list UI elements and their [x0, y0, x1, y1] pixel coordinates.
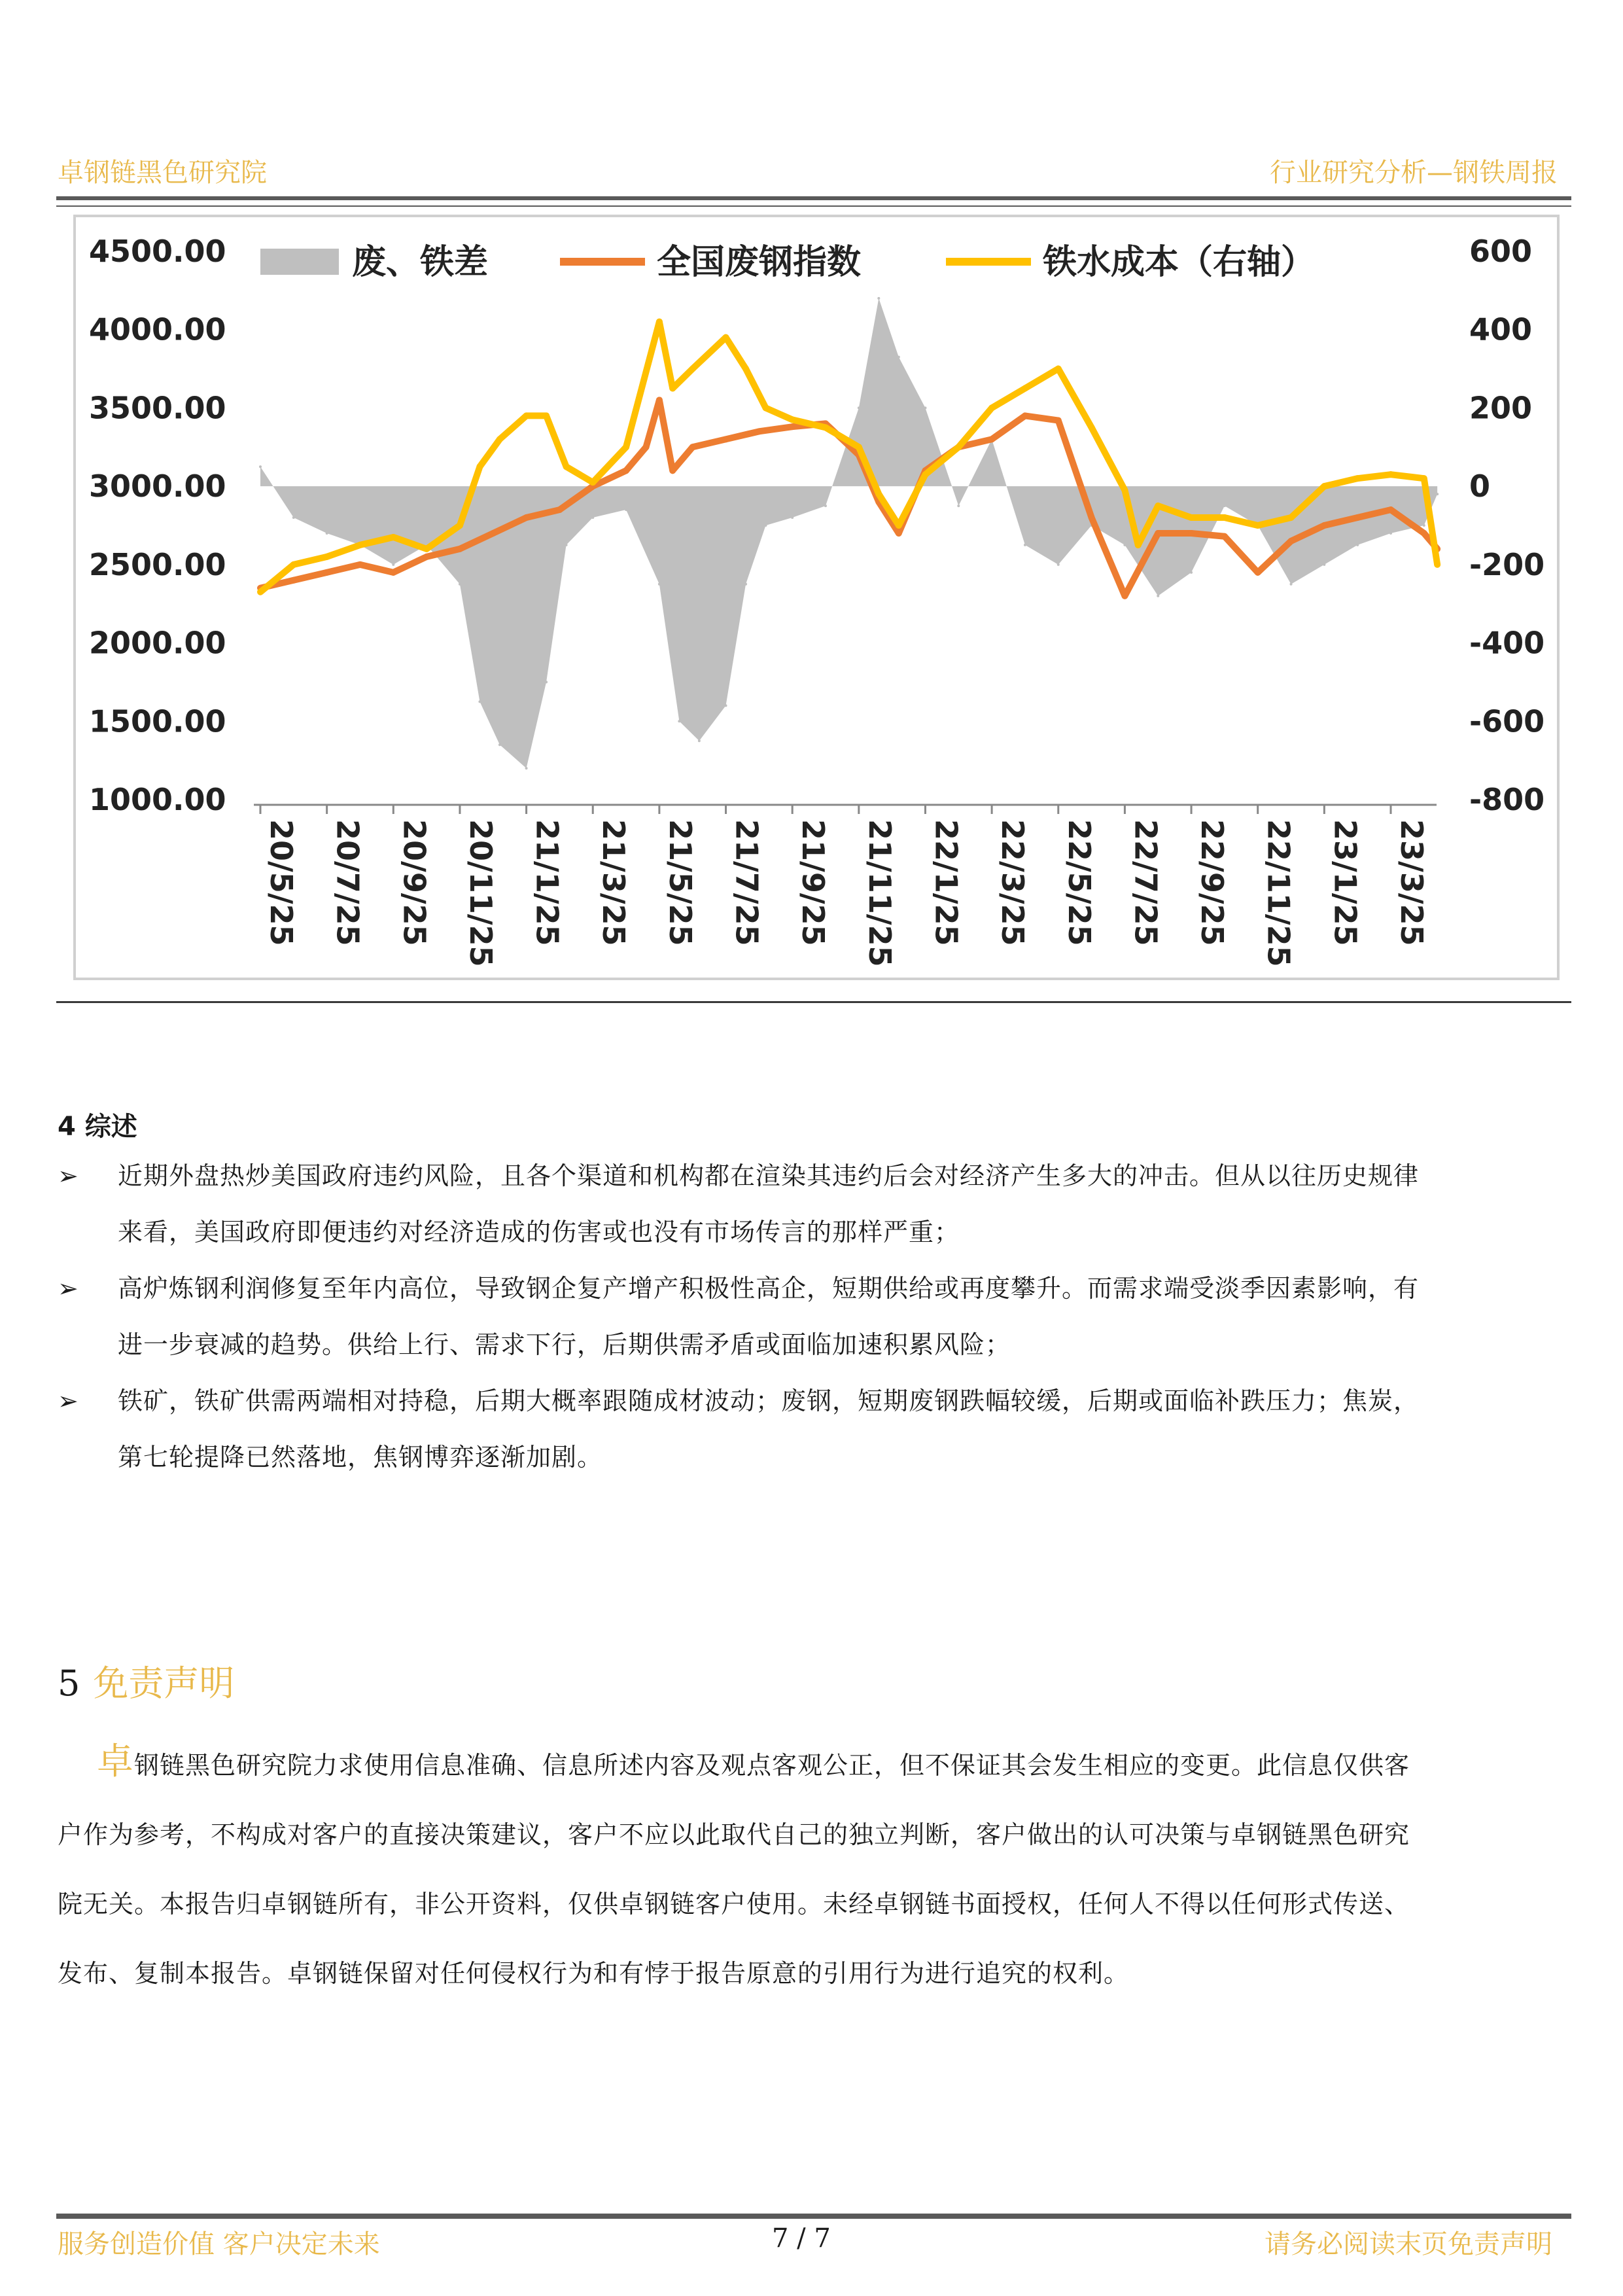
series-point-hot-metal-cost — [1321, 483, 1327, 489]
series-point-scrap-iron-spread — [1123, 544, 1126, 546]
x-axis-tick-label: 23/1/25 — [1327, 819, 1363, 946]
x-axis-tick-label: 22/7/25 — [1128, 819, 1164, 946]
disclaimer-line-3: 院无关。本报告归卓钢链所有，非公开资料，仅供卓钢链客户使用。未经卓钢链书面授权，任何人不得以任何形式传送、 — [58, 1890, 1410, 1918]
right-axis-tick-label: 200 — [1469, 390, 1533, 426]
series-point-scrap-index — [643, 444, 650, 450]
series-point-scrap-index — [756, 428, 762, 434]
x-axis-tick-label: 21/3/25 — [596, 819, 632, 946]
x-axis-tick-label: 20/5/25 — [264, 819, 299, 946]
bullet-1-line-2: 来看，美国政府即便违约对经济造成的伤害或也没有市场传言的那样严重； — [118, 1218, 960, 1246]
series-point-hot-metal-cost — [1055, 366, 1062, 372]
left-axis-tick-label: 3000.00 — [89, 468, 226, 504]
series-point-scrap-index — [1255, 569, 1261, 576]
x-axis-tick-label: 22/3/25 — [995, 819, 1031, 946]
left-axis-tick-label: 2000.00 — [89, 625, 226, 661]
series-point-scrap-iron-spread — [1389, 532, 1392, 535]
series-point-hot-metal-cost — [955, 444, 962, 450]
series-point-scrap-iron-spread — [392, 563, 394, 566]
bullet-2-line-2: 进一步衰减的趋势。供给上行、需求下行，后期供需矛盾或面临加速积累风险； — [118, 1330, 1011, 1359]
right-axis-tick-label: -600 — [1469, 703, 1545, 739]
series-point-scrap-index — [1387, 506, 1394, 513]
series-point-hot-metal-cost — [1135, 542, 1142, 548]
series-point-hot-metal-cost — [669, 385, 676, 392]
series-point-hot-metal-cost — [875, 491, 882, 497]
series-point-hot-metal-cost — [763, 404, 769, 411]
left-axis-tick-label: 4500.00 — [89, 234, 226, 269]
series-point-scrap-index — [290, 577, 297, 584]
series-point-scrap-iron-spread — [591, 516, 594, 519]
series-point-scrap-index — [423, 554, 430, 560]
series-point-scrap-index — [1022, 412, 1028, 419]
series-point-scrap-index — [723, 436, 729, 442]
chart-panel — [73, 215, 1560, 980]
legend-label: 废、铁差 — [352, 243, 489, 282]
series-point-hot-metal-cost — [1255, 522, 1261, 529]
series-point-hot-metal-cost — [357, 542, 363, 548]
bullet-marker: ➢ — [58, 1161, 79, 1190]
bullet-1-line-1: 近期外盘热炒美国政府违约风险，且各个渠道和机构都在渲染其违约后会对经济产生多大的冲击。但从以往历史规律 — [118, 1161, 1420, 1190]
series-point-hot-metal-cost — [1221, 514, 1228, 521]
series-point-scrap-iron-spread — [898, 356, 900, 359]
bullet-marker: ➢ — [58, 1274, 79, 1303]
scrap-iron-chart — [76, 217, 1557, 978]
bullet-2-line-1: 高炉炼钢利润修复至年内高位，导致钢企复产增产积极性高企，短期供给或再度攀升。而需求端受淡季因素影响，有 — [118, 1274, 1420, 1303]
header-org-name: 卓钢链黑色研究院 — [58, 158, 267, 188]
series-point-hot-metal-cost — [423, 546, 430, 552]
series-point-scrap-index — [390, 569, 396, 576]
series-point-scrap-iron-spread — [259, 465, 262, 468]
left-axis-tick-label: 4000.00 — [89, 311, 226, 347]
series-point-scrap-index — [789, 423, 795, 430]
series-point-hot-metal-cost — [457, 522, 463, 529]
x-axis-tick-label: 21/9/25 — [795, 819, 831, 946]
series-point-hot-metal-cost — [922, 471, 928, 478]
series-point-hot-metal-cost — [656, 319, 663, 325]
series-point-scrap-iron-spread — [1423, 524, 1425, 527]
series-point-scrap-index — [669, 467, 676, 474]
series-point-scrap-index — [1188, 530, 1195, 537]
series-point-scrap-iron-spread — [1223, 504, 1226, 507]
right-axis-tick-label: -800 — [1469, 782, 1545, 817]
series-point-hot-metal-cost — [1354, 475, 1361, 482]
x-axis-tick-label: 23/3/25 — [1394, 819, 1429, 946]
series-point-scrap-iron-spread — [858, 406, 860, 409]
series-point-hot-metal-cost — [723, 334, 729, 341]
left-axis-tick-label: 2500.00 — [89, 546, 226, 582]
footer-divider — [56, 2214, 1571, 2219]
series-point-scrap-index — [1055, 417, 1062, 424]
series-point-scrap-index — [1089, 514, 1095, 521]
series-point-hot-metal-cost — [689, 366, 696, 372]
x-axis-tick-label: 22/1/25 — [928, 819, 964, 946]
series-point-scrap-index — [1221, 533, 1228, 540]
series-point-hot-metal-cost — [1155, 503, 1161, 509]
series-point-scrap-iron-spread — [292, 516, 295, 519]
series-point-hot-metal-cost — [589, 479, 596, 486]
series-point-scrap-iron-spread — [1436, 493, 1439, 495]
series-point-scrap-index — [1321, 522, 1327, 529]
x-axis-tick-label: 21/7/25 — [729, 819, 765, 946]
series-point-scrap-iron-spread — [658, 583, 661, 586]
x-axis-tick-label: 21/5/25 — [662, 819, 698, 946]
header-divider-thin — [56, 205, 1571, 207]
series-point-hot-metal-cost — [1022, 385, 1028, 392]
legend-label: 铁水成本（右轴） — [1043, 243, 1316, 282]
disclaimer-line-2: 户作为参考，不构成对客户的直接决策建议，客户不应以此取代自己的独立判断，客户做出的认可决策与卓钢链黑色研究 — [58, 1820, 1410, 1849]
header-divider — [56, 196, 1571, 200]
disclaimer-line-4: 发布、复制本报告。卓钢链保留对任何侵权行为和有悖于报告原意的引用行为进行追究的权利。 — [58, 1959, 1130, 1988]
bullet-3-line-1: 铁矿，铁矿供需两端相对持稳，后期大概率跟随成材波动；废钢，短期废钢跌幅较缓，后期或面临补跌压力；焦炭， — [118, 1386, 1420, 1415]
series-point-scrap-index — [1121, 593, 1128, 599]
series-point-hot-metal-cost — [1387, 471, 1394, 478]
footer-notice: 请务必阅读末页免责声明 — [1265, 2229, 1552, 2259]
legend-swatch-spread — [260, 249, 339, 275]
series-point-hot-metal-cost — [543, 412, 550, 419]
page-number: 7 / 7 — [772, 2223, 831, 2253]
series-point-hot-metal-cost — [623, 444, 629, 450]
series-point-scrap-index — [689, 444, 696, 450]
x-axis-tick-label: 20/9/25 — [396, 819, 432, 946]
series-point-scrap-iron-spread — [698, 739, 701, 742]
series-point-scrap-iron-spread — [478, 700, 481, 703]
series-point-scrap-iron-spread — [525, 767, 528, 769]
series-point-hot-metal-cost — [563, 463, 570, 470]
left-axis-tick-label: 1000.00 — [89, 782, 226, 817]
disclaimer-line-1: 卓钢链黑色研究院力求使用信息准确、信息所述内容及观点客观公正，但不保证其会发生相应的变更。此信息仅供客 — [58, 1727, 1570, 1800]
chart-bottom-divider — [56, 1001, 1571, 1003]
series-point-scrap-iron-spread — [625, 508, 627, 511]
series-point-hot-metal-cost — [1089, 424, 1095, 431]
disclaimer-drop-char: 卓 — [97, 1740, 134, 1783]
series-point-scrap-iron-spread — [1323, 563, 1325, 566]
series-area-scrap-iron-spread — [260, 298, 1437, 768]
header-report-title: 行业研究分析—钢铁周报 — [1270, 158, 1558, 188]
series-point-scrap-index — [988, 436, 995, 442]
series-point-scrap-iron-spread — [957, 504, 960, 507]
series-point-scrap-index — [457, 546, 463, 552]
series-point-scrap-iron-spread — [1024, 544, 1026, 546]
series-point-scrap-iron-spread — [545, 680, 548, 683]
series-point-hot-metal-cost — [497, 436, 503, 442]
series-point-scrap-index — [623, 467, 629, 474]
series-point-hot-metal-cost — [290, 561, 297, 568]
series-point-scrap-index — [324, 569, 330, 576]
series-point-scrap-iron-spread — [498, 743, 501, 746]
section-5-heading — [58, 1655, 234, 1706]
series-point-scrap-iron-spread — [1190, 571, 1193, 574]
series-point-scrap-index — [556, 506, 563, 513]
series-point-scrap-iron-spread — [326, 532, 328, 535]
series-point-hot-metal-cost — [257, 589, 264, 595]
series-point-scrap-index — [656, 397, 663, 403]
series-point-scrap-iron-spread — [924, 406, 926, 409]
series-point-hot-metal-cost — [789, 416, 795, 423]
series-point-scrap-iron-spread — [791, 516, 794, 519]
series-point-scrap-index — [1354, 514, 1361, 521]
series-point-scrap-iron-spread — [1356, 544, 1359, 546]
series-point-scrap-iron-spread — [1290, 583, 1293, 586]
x-axis-tick-label: 22/5/25 — [1061, 819, 1097, 946]
left-axis-tick-label: 3500.00 — [89, 390, 226, 426]
right-axis-tick-label: 0 — [1469, 468, 1491, 504]
series-point-scrap-iron-spread — [765, 524, 767, 527]
series-point-hot-metal-cost — [896, 522, 902, 529]
series-point-scrap-iron-spread — [459, 583, 461, 586]
series-point-hot-metal-cost — [822, 424, 829, 431]
series-point-scrap-index — [1421, 530, 1427, 537]
series-point-hot-metal-cost — [390, 534, 396, 540]
series-point-hot-metal-cost — [856, 444, 862, 450]
series-point-hot-metal-cost — [1121, 487, 1128, 493]
series-point-scrap-iron-spread — [1157, 595, 1159, 597]
series-point-scrap-iron-spread — [744, 583, 747, 586]
series-point-hot-metal-cost — [1288, 514, 1295, 521]
series-point-scrap-index — [490, 530, 497, 537]
series-point-scrap-iron-spread — [565, 544, 568, 546]
x-axis-tick-label: 21/1/25 — [529, 819, 565, 946]
series-point-scrap-iron-spread — [1057, 563, 1060, 566]
series-point-hot-metal-cost — [1421, 475, 1427, 482]
series-point-scrap-iron-spread — [725, 704, 727, 707]
right-axis-tick-label: -200 — [1469, 546, 1545, 582]
series-point-hot-metal-cost — [1434, 561, 1440, 568]
series-point-scrap-iron-spread — [877, 297, 880, 300]
section-5-number: 5 — [58, 1663, 80, 1704]
series-point-scrap-iron-spread — [824, 504, 827, 507]
x-axis-tick-label: 22/9/25 — [1195, 819, 1230, 946]
section-5-title: 免责声明 — [93, 1663, 235, 1704]
bullet-marker: ➢ — [58, 1386, 79, 1415]
right-axis-tick-label: 400 — [1469, 311, 1533, 347]
series-point-hot-metal-cost — [742, 366, 749, 372]
series-point-scrap-index — [896, 530, 902, 537]
bullet-3-line-2: 第七轮提降已然落地，焦钢博弈逐渐加剧。 — [118, 1443, 603, 1472]
series-point-hot-metal-cost — [523, 412, 530, 419]
legend-label: 全国废钢指数 — [657, 243, 862, 282]
x-axis-tick-label: 22/11/25 — [1261, 819, 1297, 967]
section-4-title: 4 综述 — [58, 1112, 137, 1142]
x-axis-tick-label: 21/11/25 — [862, 819, 898, 967]
x-axis-tick-label: 20/11/25 — [462, 819, 498, 967]
series-point-scrap-index — [523, 514, 530, 521]
series-point-scrap-index — [1288, 538, 1295, 544]
disclaimer-body — [58, 1727, 1570, 2008]
series-point-hot-metal-cost — [476, 463, 483, 470]
series-point-hot-metal-cost — [988, 404, 995, 411]
series-point-scrap-iron-spread — [678, 720, 680, 722]
right-axis-tick-label: 600 — [1469, 234, 1533, 269]
footer-slogan: 服务创造价值 客户决定未来 — [58, 2229, 380, 2259]
x-axis-tick-label: 20/7/25 — [330, 819, 366, 946]
right-axis-tick-label: -400 — [1469, 625, 1545, 661]
left-axis-tick-label: 1500.00 — [89, 703, 226, 739]
series-point-scrap-index — [357, 561, 363, 568]
series-point-hot-metal-cost — [324, 554, 330, 560]
series-point-hot-metal-cost — [1188, 514, 1195, 521]
series-point-scrap-index — [1155, 530, 1161, 537]
